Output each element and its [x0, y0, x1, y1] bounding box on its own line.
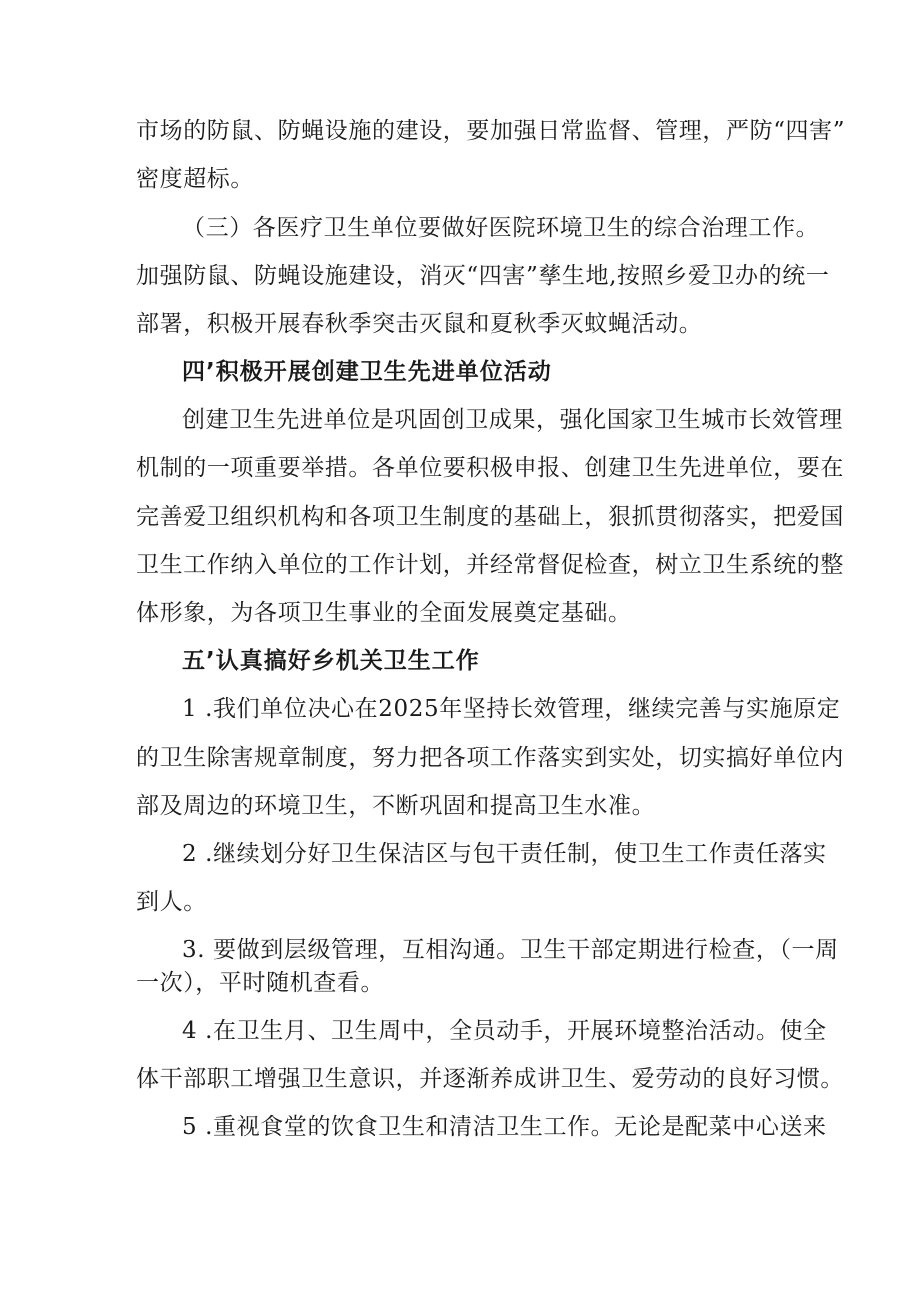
section-heading: 四’积极开展创建卫生先进单位活动	[182, 359, 552, 385]
paragraph-line: 创建卫生先进单位是巩固创卫成果，强化国家卫生城市长效管理	[182, 407, 843, 433]
section-heading: 五’认真搞好乡机关卫生工作	[182, 648, 480, 674]
paragraph-line: 部署，积极开展春秋季突击灭鼠和夏秋季灭蚊蝇活动。	[136, 311, 703, 337]
paragraph-line: 4 .在卫生月、卫生周中，全员动手，开展环境整治活动。使全	[182, 1018, 827, 1044]
paragraph-line: 机制的一项重要举措。各单位要积极申报、创建卫生先进单位，要在	[136, 455, 844, 481]
paragraph-line: 加强防鼠、防蝇设施建设，消灭“四害”孳生地,按照乡爱卫办的统一	[136, 263, 830, 289]
paragraph-line: 2 .继续划分好卫生保洁区与包干责任制，使卫生工作责任落实	[182, 841, 827, 867]
paragraph-line: 3. 要做到层级管理，互相沟通。卫生干部定期进行检查，（一周	[182, 937, 839, 963]
paragraph-line: 5 .重视食堂的饮食卫生和清洁卫生工作。无论是配菜中心送来	[182, 1114, 827, 1140]
paragraph-line: （三）各医疗卫生单位要做好医院环境卫生的综合治理工作。	[182, 215, 820, 241]
paragraph-line: 密度超标。	[136, 166, 254, 192]
paragraph-line: 部及周边的环境卫生，不断巩固和提高卫生水准。	[136, 793, 656, 819]
paragraph-line: 体形象，为各项卫生事业的全面发展奠定基础。	[136, 600, 632, 626]
paragraph-line: 市场的防鼠、防蝇设施的建设，要加强日常监督、管理，严防“四害”	[136, 118, 846, 144]
paragraph-line: 卫生工作纳入单位的工作计划，并经常督促检查，树立卫生系统的整	[136, 552, 844, 578]
paragraph-line: 的卫生除害规章制度，努力把各项工作落实到实处，切实搞好单位内	[136, 745, 844, 771]
paragraph-line: 到人。	[136, 889, 207, 915]
paragraph-line: 完善爱卫组织机构和各项卫生制度的基础上，狠抓贯彻落实，把爱国	[136, 504, 844, 530]
paragraph-line: 一次），平时随机查看。	[136, 970, 385, 996]
paragraph-line: 1 .我们单位决心在2025年坚持长效管理，继续完善与实施原定	[182, 696, 841, 722]
paragraph-line: 体干部职工增强卫生意识，并逐渐养成讲卫生、爱劳动的良好习惯。	[136, 1066, 844, 1092]
